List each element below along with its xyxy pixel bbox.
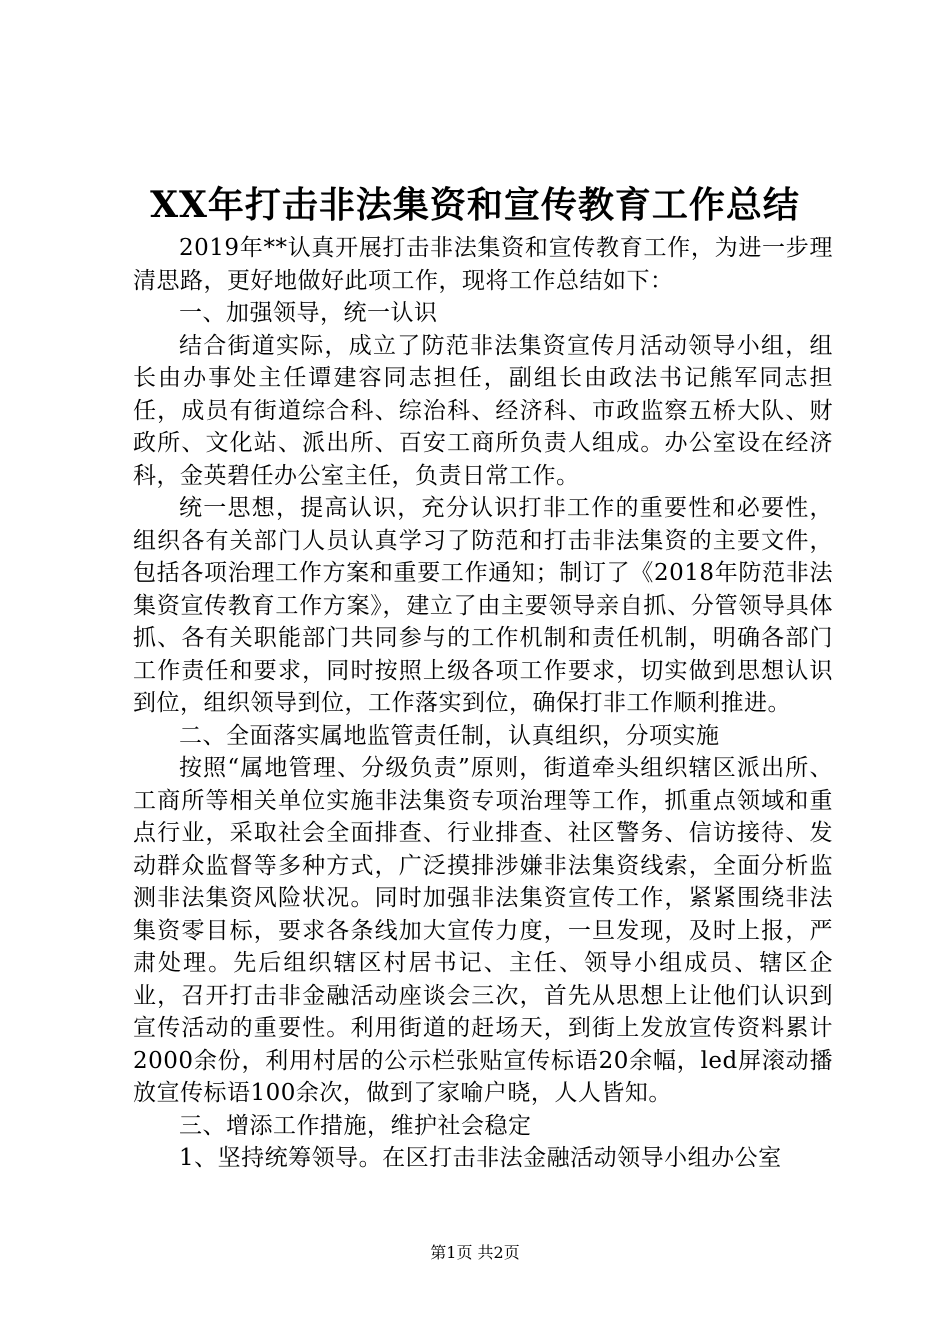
body-paragraph: 结合街道实际，成立了防范非法集资宣传月活动领导小组，组长由办事处主任谭建容同志担任，副组长由政法书记熊军同志担任，成员有街道综合科、综治科、经济科、市政监察五桥大队、财政所、文化站、派出所、百安工商所负责人组成。办公室设在经济科，金英碧任办公室主任，负责日常工作。 [133,332,833,489]
document-body [133,232,833,1175]
section-heading-3: 三、增添工作措施，维护社会稳定 [179,1112,532,1139]
body-paragraph: 1、坚持统筹领导。在区打击非法金融活动领导小组办公室 [179,1145,782,1171]
section-heading-2: 二、全面落实属地监管责任制，认真组织，分项实施 [179,722,720,749]
section-heading-1: 一、加强领导，统一认识 [179,300,438,326]
body-paragraph: 统一思想，提高认识，充分认识打非工作的重要性和必要性，组织各有关部门人员认真学习了防范和打击非法集资的主要文件，包括各项治理工作方案和重要工作通知；制订了《2018年防范非法集资宣传教育工作方案》，建立了由主要领导亲自抓、分管领导具体抓、各有关职能部门共同参与的工作机制和责任机制，明确各部门工作责任和要求，同时按照上级各项工作要求，切实做到思想认识到位，组织领导到位，工作落实到位，确保打非工作顺利推进。 [133,495,833,716]
body-paragraph: 按照“属地管理、分级负责”原则，街道牵头组织辖区派出所、工商所等相关单位实施非法集资专项治理等工作，抓重点领域和重点行业，采取社会全面排查、行业排查、社区警务、信访接待、发动群众监督等多种方式，广泛摸排涉嫌非法集资线索，全面分析监测非法集资风险状况。同时加强非法集资宣传工作，紧紧围绕非法集资零目标，要求各条线加大宣传力度，一旦发现，及时上报，严肃处理。先后组织辖区村居书记、主任、领导小组成员、辖区企业，召开打击非金融活动座谈会三次，首先从思想上让他们认识到宣传活动的重要性。利用街道的赶场天，到街上发放宣传资料累计2000余份，利用村居的公示栏张贴宣传标语20余幅，led屏滚动播放宣传标语100余次，做到了家喻户晓，人人皆知。 [133,755,833,1106]
document-title: XX年打击非法集资和宣传教育工作总结 [150,184,800,226]
intro-paragraph: 2019年**认真开展打击非法集资和宣传教育工作，为进一步理清思路，更好地做好此项工作，现将工作总结如下： [133,235,833,294]
page-footer: 第1页 共2页 [430,1243,520,1262]
